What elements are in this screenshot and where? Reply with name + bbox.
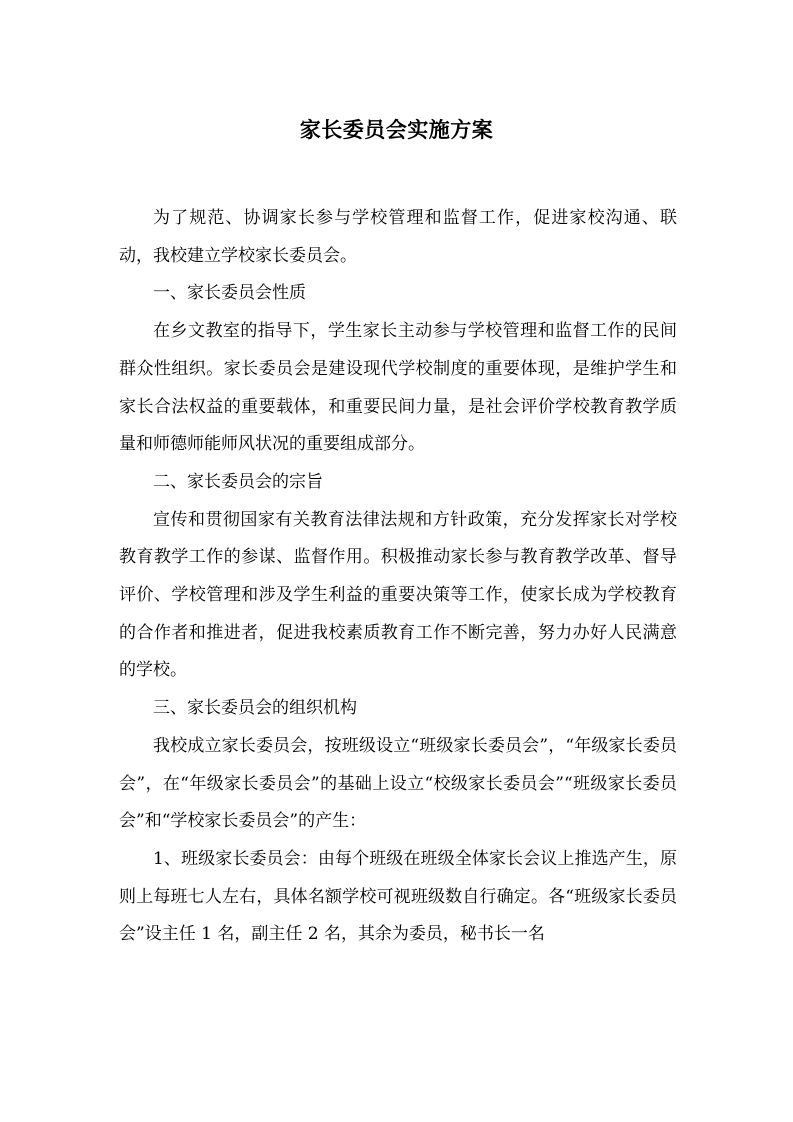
document-body <box>119 200 677 954</box>
class-committee-paragraph: 1、班级家长委员会：由每个班级在班级全体家长会议上推选产生，原则上每班七人左右，具体名额学校可视班级数自行确定。各“班级家长委员会”设主任 1 名，副主任 2 名，其余为委员，秘书长一名 <box>119 848 677 945</box>
document-title: 家长委员会实施方案 <box>299 117 494 142</box>
purpose-paragraph: 宣传和贯彻国家有关教育法律法规和方针政策，充分发挥家长对学校教育教学工作的参谋、监督作用。积极推动家长参与教育教学改革、督导评价、学校管理和涉及学生利益的重要决策等工作，使家长成为学校教育的合作者和推进者，促进我校素质教育工作不断完善，努力办好人民满意的学校。 <box>119 509 677 681</box>
section-heading-nature: 一、家长委员会性质 <box>153 283 306 304</box>
section-heading-purpose: 二、家长委员会的宗旨 <box>153 471 323 492</box>
organization-paragraph: 我校成立家长委员会，按班级设立“班级家长委员会”，“年级家长委员会”，在“年级家长委员会”的基础上设立“校级家长委员会”“班级家长委员会”和“学校家长委员会”的产生： <box>119 735 677 832</box>
intro-paragraph: 为了规范、协调家长参与学校管理和监督工作，促进家校沟通、联动，我校建立学校家长委员会。 <box>119 208 677 266</box>
section-heading-organization: 三、家长委员会的组织机构 <box>153 698 357 719</box>
nature-paragraph: 在乡文教室的指导下，学生家长主动参与学校管理和监督工作的民间群众性组织。家长委员会是建设现代学校制度的重要体现，是维护学生和家长合法权益的重要载体，和重要民间力量，是社会评价学校教育教学质量和师德师能师风状况的重要组成部分。 <box>119 321 677 455</box>
